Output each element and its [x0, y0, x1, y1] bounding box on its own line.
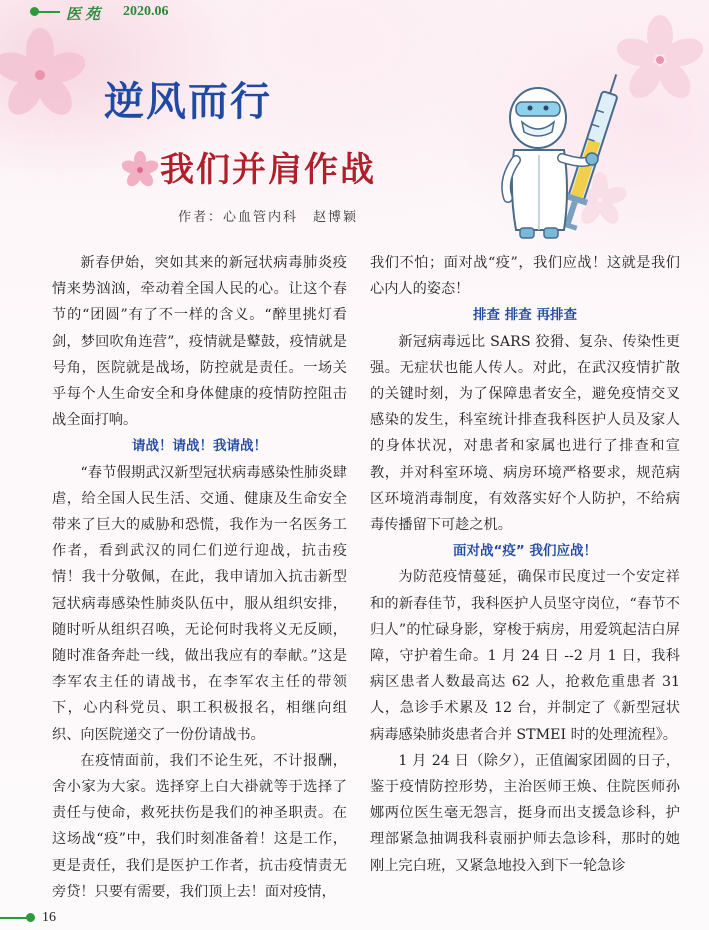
article-subtitle: 我们并肩作战 — [160, 150, 376, 190]
right-text-column — [370, 250, 680, 879]
paragraph: 为防范疫情蔓延，确保市民度过一个安定祥和的新春佳节，我科医护人员坚守岗位，“春节不归人”的忙碌身影，穿梭于病房，用爱筑起洁白屏障，守护着生命。1 月 24 日 --2 月 1 日，我科病区患者人数最高达 62 人，抢救危重患者 31 人，急诊手术累及 12 台，并制定了《新型冠状病毒感染肺炎患者合并 STMEI 时的处理流程》。 — [370, 569, 680, 743]
sakura-blossom-icon — [0, 20, 110, 130]
paragraph: 新春伊始，突如其来的新冠状病毒肺炎疫情来势汹汹，牵动着全国人民的心。让这个春节的“团圆”有了不一样的含义。“醉里挑灯看剑，梦回吹角连营”，疫情就是鼙鼓，疫情就是号角，医院就是战场，防控就是责任。一场关乎每个人生命安全和身体健康的疫情防控阻击战全面打响。 — [52, 255, 347, 429]
paragraph: 在疫情面前，我们不论生死，不计报酬，舍小家为大家。选择穿上白大褂就等于选择了责任与使命，救死扶伤是我们的神圣职责。在这场战“疫”中，我们时刻准备着！这是工作，更是责任，我们是医护工作者，抗击疫情责无旁贷！只要有需要，我们顶上去！面对疫情， — [52, 752, 347, 900]
doctor-with-syringe-illustration — [494, 70, 624, 240]
issue-date: 2020.06 — [123, 4, 169, 19]
section-heading: 面对战“疫” 我们应战！ — [453, 543, 597, 560]
header-green-line — [38, 11, 60, 13]
article-title: 逆风而行 — [104, 79, 272, 125]
sakura-blossom-icon — [120, 150, 160, 190]
article-byline: 作者：心血管内科 赵博颖 — [178, 210, 359, 225]
left-text-column — [52, 250, 347, 905]
page-number: 16 — [42, 910, 56, 925]
paragraph: 我们不怕；面对战“疫”，我们应战！这就是我们心内人的姿态！ — [370, 255, 680, 298]
footer-green-dot — [26, 913, 35, 922]
magazine-name: 医苑 — [66, 5, 105, 23]
paragraph: 1 月 24 日（除夕），正值阖家团圆的日子，鉴于疫情防控形势，主治医师王焕、住院医师孙娜两位医生毫无怨言，挺身而出支援急诊科，护理部紧急抽调我科袁丽护师去急诊科，那时的她刚上完白班，又紧急地投入到下一轮急诊 — [370, 752, 680, 874]
paragraph: “春节假期武汉新型冠状病毒感染性肺炎肆虐，给全国人民生活、交通、健康及生命安全带来了巨大的威胁和恐慌，我作为一名医务工作者，看到武汉的同仁们逆行迎战，抗击疫情！我十分敬佩，在此，我申请加入抗击新型冠状病毒感染性肺炎队伍中，服从组织安排，随时听从组织召唤，无论何时我将义无反顾，随时准备奔赴一线，做出我应有的奉献。”这是李军农主任的请战书，在李军农主任的带领下，心内科党员、职工积极报名，相继向组织、向医院递交了一份份请战书。 — [52, 464, 347, 743]
paragraph: 新冠病毒远比 SARS 狡猾、复杂、传染性更强。无症状也能人传人。对此，在武汉疫情扩散的关键时刻，为了保障患者安全，避免疫情交叉感染的发生，科室统计排查我科医护人员及家人的身体状况，对患者和家属也进行了排查和宣教，并对科室环境、病房环境严格要求，规范病区环境消毒制度，有效落实好个人防护，不给病毒传播留下可趁之机。 — [370, 333, 680, 534]
section-heading: 请战！请战！我请战！ — [132, 438, 267, 455]
section-heading: 排查 排查 再排查 — [473, 307, 577, 324]
